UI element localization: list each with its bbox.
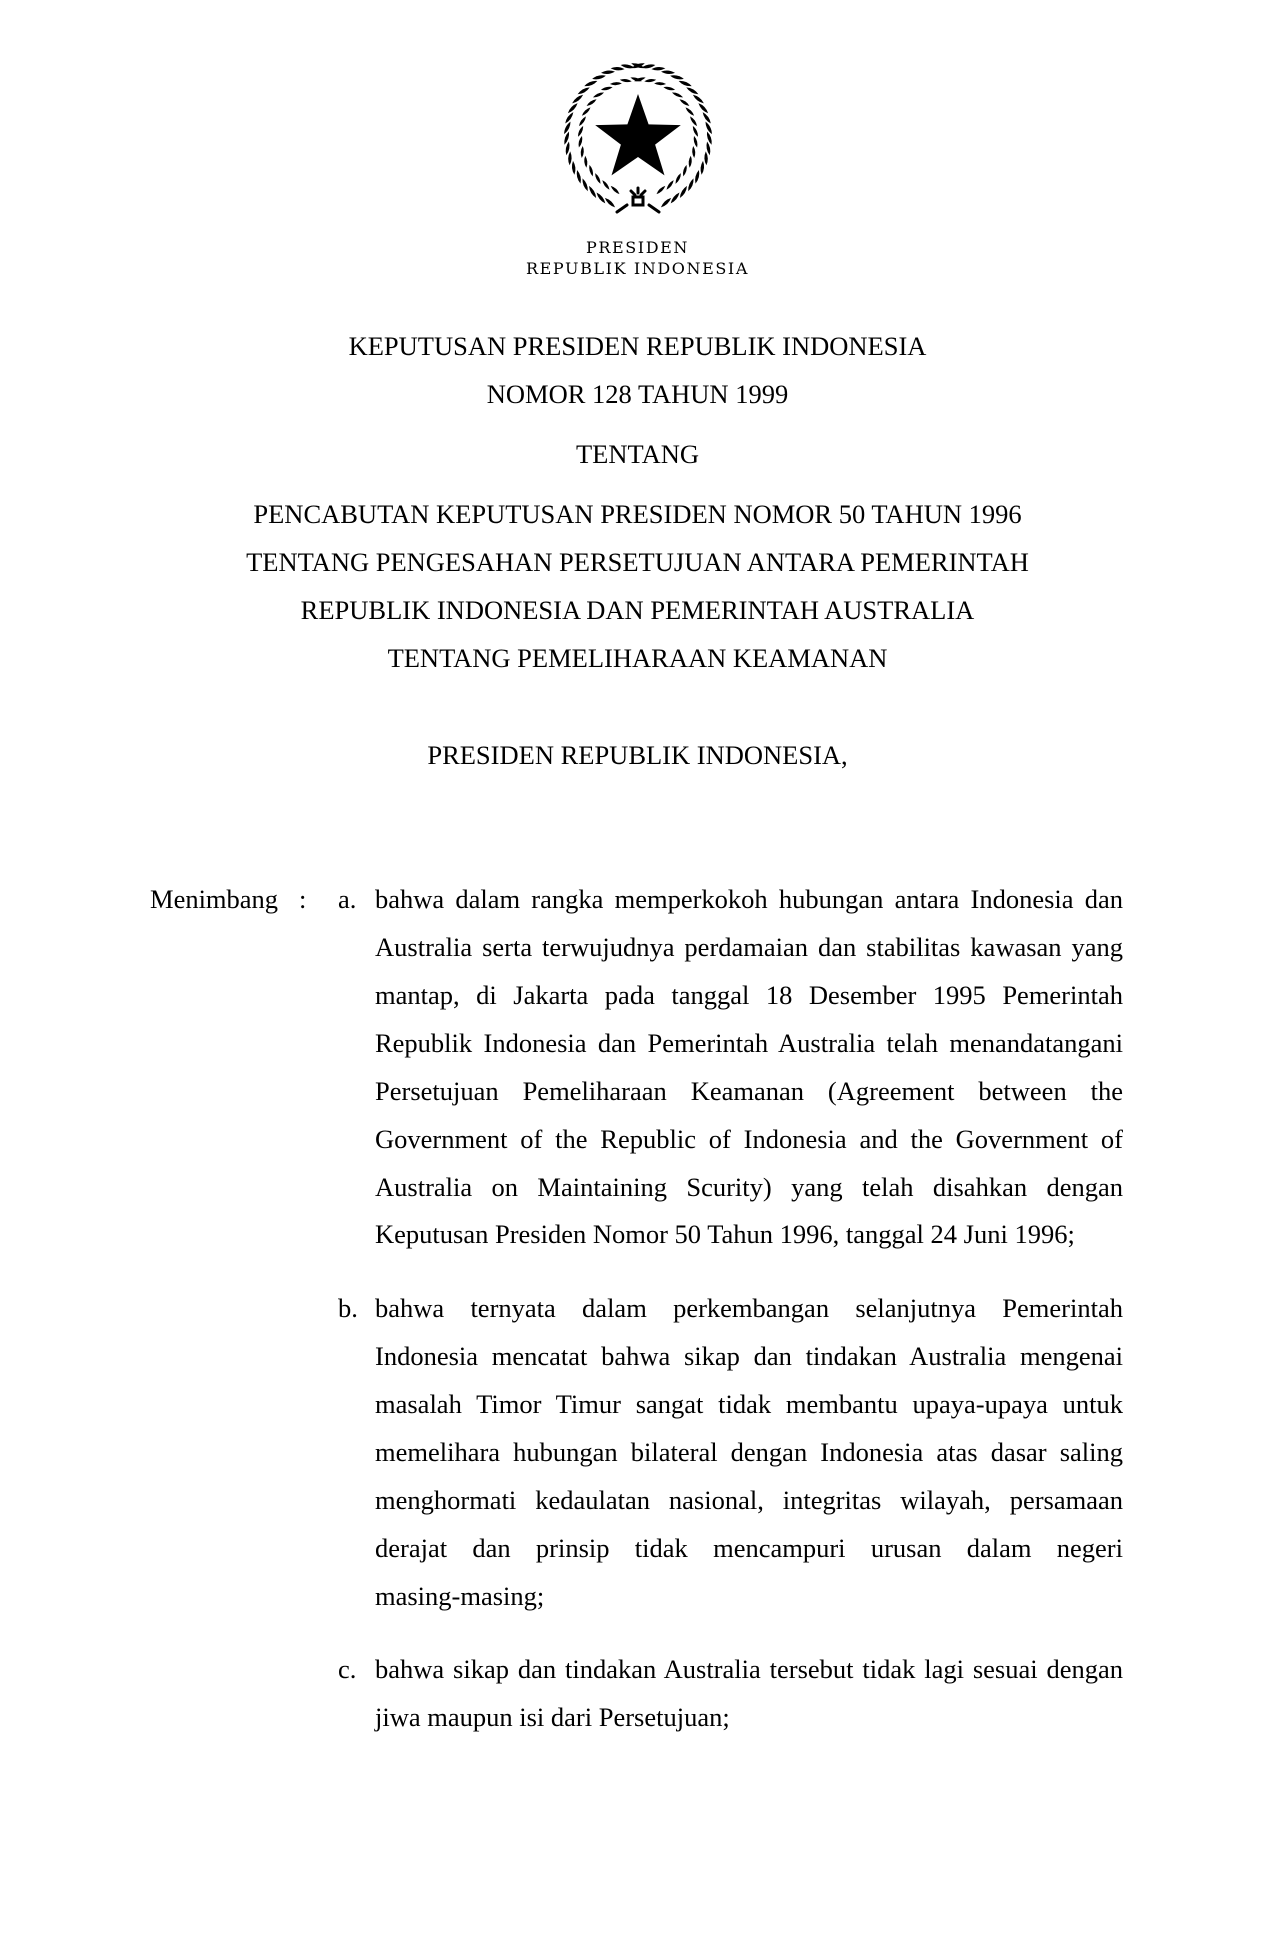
wreath-leaf	[665, 179, 675, 190]
wreath-leaf	[671, 91, 683, 99]
wreath-leaf	[701, 111, 712, 124]
item-a-line: mantap, di Jakarta pada tanggal 18 Desember 1995 Pemerintah	[375, 980, 1123, 1010]
item-marker-a: a.	[338, 884, 357, 914]
wreath-leaf	[689, 115, 698, 127]
wreath-leaf	[584, 79, 598, 87]
wreath-leaf	[684, 106, 695, 117]
wreath-leaf	[654, 82, 666, 86]
wreath-leaf	[655, 185, 666, 195]
wreath-leaf	[674, 172, 682, 184]
wreath-leaf	[682, 164, 688, 176]
wreath-leaf	[692, 125, 700, 137]
wreath-leaf	[678, 79, 692, 87]
presidential-seal-emblem	[557, 55, 719, 217]
wreath-leaf	[694, 170, 701, 184]
considering-separator: :	[299, 884, 307, 914]
decree-subject-line: TENTANG PENGESAHAN PERSETUJUAN ANTARA PEMERINTAH	[246, 547, 1029, 577]
wreath-leaf	[592, 91, 604, 99]
wreath-leaf	[678, 185, 688, 199]
decree-subject-line: TENTANG PEMELIHARAAN KEAMANAN	[387, 643, 888, 673]
wreath-leaf	[693, 136, 699, 148]
decree-title: KEPUTUSAN PRESIDEN REPUBLIK INDONESIA	[348, 331, 927, 361]
wreath-leaf	[704, 151, 708, 165]
letterhead-line-2: REPUBLIK INDONESIA	[525, 259, 750, 278]
wreath-leaf	[577, 86, 591, 96]
item-b-line: derajat dan prinsip tidak mencampuri urusan dalam negeri	[375, 1533, 1123, 1563]
item-a-line: bahwa dalam rangka memperkokoh hubungan antara Indonesia dan	[375, 884, 1123, 914]
item-marker-b: b.	[338, 1293, 358, 1323]
decree-subject-line: REPUBLIK INDONESIA DAN PEMERINTAH AUSTRALIA	[300, 595, 975, 625]
item-a-line: Australia serta terwujudnya perdamaian dan stabilitas kawasan yang	[375, 932, 1123, 962]
wreath-leaf	[584, 156, 588, 168]
wreath-leaf	[563, 131, 571, 145]
wreath-leaf	[588, 164, 594, 176]
wreath-leaf	[577, 125, 585, 137]
decree-issuer: PRESIDEN REPUBLIK INDONESIA,	[427, 740, 848, 770]
wreath-leaf	[601, 179, 611, 190]
decree-number: NOMOR 128 TAHUN 1999	[486, 379, 789, 409]
wreath-leaf	[660, 197, 673, 209]
wreath-leaf	[581, 106, 592, 117]
wreath-leaf	[610, 82, 622, 86]
wreath-leaf	[610, 185, 621, 195]
wreath-leaf	[704, 121, 713, 135]
wreath-leaf	[594, 172, 602, 184]
item-a-line: Persetujuan Pemeliharaan Keamanan (Agreement between the	[375, 1076, 1123, 1106]
wreath-leaf	[661, 70, 675, 75]
item-a-line: Australia on Maintaining Scurity) yang telah disahkan dengan	[375, 1172, 1123, 1202]
letterhead-line-1: PRESIDEN	[585, 238, 690, 257]
wreath-leaf	[575, 170, 582, 184]
wreath-leaf	[685, 86, 699, 96]
wreath-leaf	[568, 151, 572, 165]
wreath-leaf	[663, 86, 675, 92]
decree-subject-line: PENCABUTAN KEPUTUSAN PRESIDEN NOMOR 50 TAHUN 1996	[253, 499, 1022, 529]
wreath-leaf	[692, 146, 696, 158]
wreath-leaf	[571, 93, 584, 104]
item-marker-c: c.	[338, 1654, 357, 1684]
wreath-leaf	[651, 67, 665, 71]
wreath-leaf	[670, 74, 684, 81]
wreath-leaf	[581, 178, 589, 192]
wreath-leaf	[564, 111, 575, 124]
considering-label: Menimbang	[150, 884, 279, 914]
wreath-leaf	[679, 98, 691, 107]
wreath-leaf	[611, 67, 625, 71]
wreath-leaf	[563, 121, 572, 135]
decree-about: TENTANG	[576, 439, 699, 469]
wreath-leaf	[586, 98, 598, 107]
item-b-line: Indonesia mencatat bahwa sikap dan tindakan Australia mengenai	[375, 1341, 1123, 1371]
wreath-leaf	[588, 185, 598, 199]
wreath-leaf	[592, 74, 606, 81]
wreath-leaf	[688, 156, 692, 168]
wreath-leaf	[571, 161, 576, 175]
wreath-leaf	[580, 146, 584, 158]
wreath-leaf	[644, 78, 656, 83]
wreath-leaf	[700, 161, 705, 175]
wreath-leaf	[631, 62, 645, 70]
wreath-leaf	[601, 70, 615, 75]
item-b-line: memelihara hubungan bilateral dengan Indonesia atas dasar saling	[375, 1437, 1123, 1467]
item-a-line: Keputusan Presiden Nomor 50 Tahun 1996, tanggal 24 Juni 1996;	[375, 1219, 1075, 1249]
wreath-leaf	[687, 178, 695, 192]
item-b-line: bahwa ternyata dalam perkembangan selanjutnya Pemerintah	[375, 1293, 1123, 1323]
item-c-line: jiwa maupun isi dari Persetujuan;	[375, 1702, 730, 1732]
wreath-leaf	[578, 115, 587, 127]
wreath-leaf	[620, 78, 632, 83]
wreath-leaf	[604, 197, 617, 209]
item-a-line: Government of the Republic of Indonesia and the Government of	[375, 1124, 1123, 1154]
star-icon	[595, 94, 681, 175]
item-b-line: menghormati kedaulatan nasional, integritas wilayah, persamaan	[375, 1485, 1123, 1515]
wreath-leaf	[692, 93, 705, 104]
item-b-line: masing-masing;	[375, 1581, 545, 1611]
wreath-leaf	[577, 136, 583, 148]
bow-knot-icon	[617, 188, 659, 212]
wreath-leaf	[705, 131, 713, 145]
wreath-leaf	[601, 86, 613, 92]
item-a-line: Republik Indonesia dan Pemerintah Australia telah menandatangani	[375, 1028, 1123, 1058]
item-b-line: masalah Timor Timur sangat tidak membantu upaya-upaya untuk	[375, 1389, 1123, 1419]
item-c-line: bahwa sikap dan tindakan Australia tersebut tidak lagi sesuai dengan	[375, 1654, 1123, 1684]
